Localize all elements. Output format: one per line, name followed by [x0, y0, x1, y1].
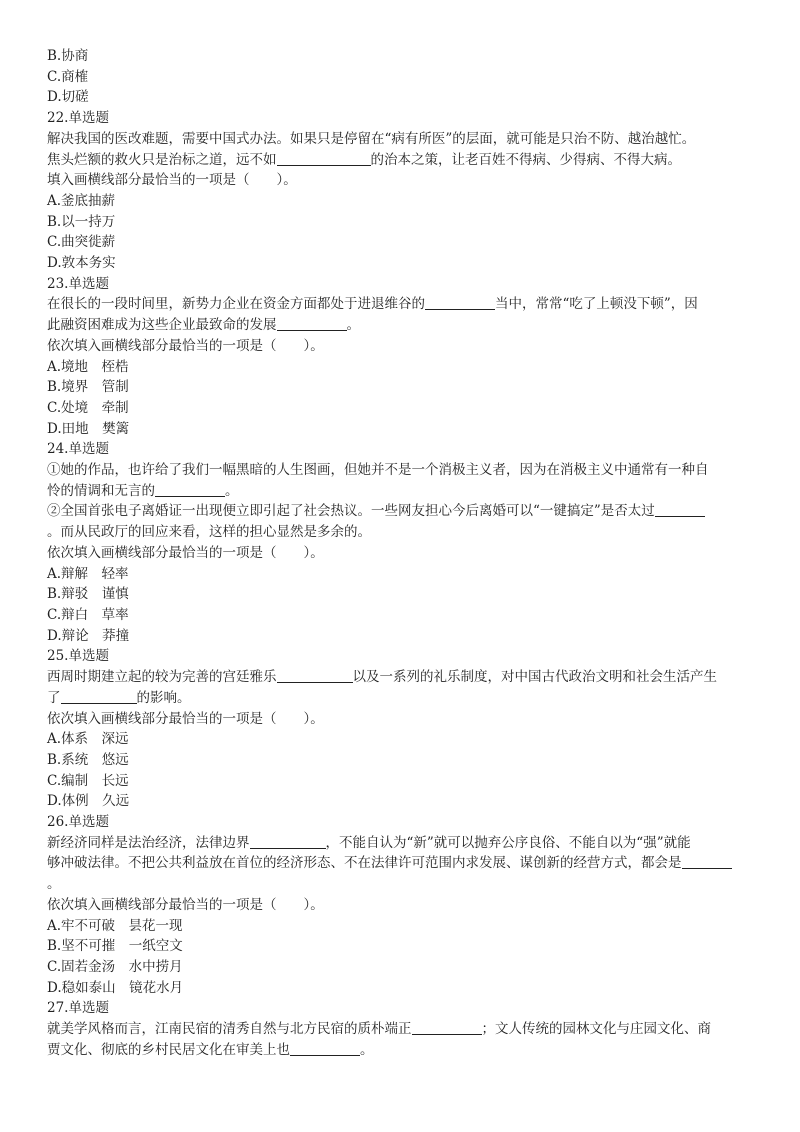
option-b[interactable]: B.坚不可摧 一纸空文: [47, 938, 183, 955]
option-a[interactable]: A.境地 桎梏: [47, 358, 129, 375]
option-a[interactable]: A.釜底抽薪: [47, 192, 116, 209]
fill-blank: [655, 502, 705, 517]
question-text-line: 够冲破法律。不把公共利益放在首位的经济形态、不在法律许可范围内求发展、谋创新的经营方式，都会是: [47, 853, 759, 874]
question-24: [47, 439, 759, 646]
option-b[interactable]: B.协商: [47, 48, 89, 64]
option-d[interactable]: D.田地 樊篱: [47, 420, 130, 437]
option-d[interactable]: D.体例 久远: [47, 793, 130, 810]
question-header: 26.单选题: [47, 814, 109, 831]
document-page: [47, 46, 759, 1060]
question-text-line: 贾文化、彻底的乡村民居文化在审美上也 。: [47, 1041, 374, 1058]
question-prompt: 依次填入画横线部分最恰当的一项是（ ）。: [47, 544, 324, 561]
question-prompt: 依次填入画横线部分最恰当的一项是（ ）。: [47, 710, 324, 727]
fill-blank: [277, 316, 347, 331]
fill-blank: [682, 854, 732, 869]
question-22: [47, 108, 759, 274]
option-d[interactable]: D.敦本务实: [47, 255, 116, 272]
option-a[interactable]: A.牢不可破 昙花一现: [47, 917, 183, 934]
option-b[interactable]: B.以一持万: [47, 213, 116, 230]
fill-blank: [250, 834, 326, 849]
question-header: 22.单选题: [47, 110, 109, 127]
fill-blank: [155, 482, 225, 497]
question-header: 24.单选题: [47, 441, 109, 458]
question-text-line: 。: [47, 876, 61, 893]
option-a[interactable]: A.辩解 轻率: [47, 565, 129, 582]
question-25: [47, 646, 759, 812]
fill-blank: [277, 668, 353, 683]
option-c[interactable]: C.处境 牵制: [47, 399, 129, 416]
fill-blank: [290, 1041, 360, 1056]
option-b[interactable]: B.系统 悠远: [47, 751, 129, 768]
option-d[interactable]: D.切磋: [47, 89, 89, 106]
question-text-line: 在很长的一段时间里，新势力企业在资金方面都处于进退维谷的 当中，常常“吃了上顿没下顿”，因: [47, 296, 698, 313]
question-26: [47, 812, 759, 998]
question-text-line: 焦头烂额的救火只是治标之道，远不如 的治本之策，让老百姓不得病、少得病、不得大病。: [47, 151, 681, 168]
option-c[interactable]: C.编制 长远: [47, 772, 129, 789]
question-27: [47, 998, 759, 1060]
option-c[interactable]: C.固若金汤 水中捞月: [47, 958, 183, 975]
question-header: 23.单选题: [47, 275, 109, 292]
question-prompt: 填入画横线部分最恰当的一项是（ ）。: [47, 172, 297, 189]
question-prompt: 依次填入画横线部分最恰当的一项是（ ）。: [47, 337, 324, 354]
question-text-line: 。而从民政厅的回应来看，这样的担心显然是多余的。: [47, 524, 371, 541]
question-23: [47, 274, 759, 440]
question-text-line: 了 的影响。: [47, 689, 191, 706]
fill-blank: [61, 689, 137, 704]
option-c[interactable]: C.商榷: [47, 68, 89, 85]
fill-blank: [277, 151, 371, 166]
question-header: 27.单选题: [47, 1000, 109, 1017]
question-text-line: 此融资困难成为这些企业最致命的发展 。: [47, 317, 360, 334]
fill-blank: [412, 1020, 482, 1035]
option-a[interactable]: A.体系 深远: [47, 731, 129, 748]
question-text-line: ②全国首张电子离婚证一出现便立即引起了社会热议。一些网友担心今后离婚可以“一键搞定”是否太过: [47, 501, 759, 522]
question-prompt: 依次填入画横线部分最恰当的一项是（ ）。: [47, 896, 324, 913]
option-d[interactable]: D.辩论 莽撞: [47, 627, 130, 644]
previous-question-options: [47, 46, 759, 108]
option-c[interactable]: C.曲突徙薪: [47, 234, 116, 251]
option-d[interactable]: D.稳如泰山 镜花水月: [47, 979, 184, 996]
question-text-line: 西周时期建立起的较为完善的宫廷雅乐 以及一系列的礼乐制度，对中国古代政治文明和社会生活产生: [47, 669, 717, 686]
question-text-line: 新经济同样是法治经济，法律边界 ，不能自认为“新”就可以抛弃公序良俗、不能自以为“强”就能: [47, 834, 691, 851]
question-text-line: 解决我国的医改难题，需要中国式办法。如果只是停留在“病有所医”的层面，就可能是只治不防、越治越忙。: [47, 130, 696, 147]
question-text-line: 怜的情调和无言的 。: [47, 482, 239, 499]
fill-blank: [425, 295, 495, 310]
question-text-line: 就美学风格而言，江南民宿的清秀自然与北方民宿的质朴端正 ；文人传统的园林文化与庄园文化、商: [47, 1021, 711, 1038]
option-b[interactable]: B.辩驳 谨慎: [47, 586, 129, 603]
option-c[interactable]: C.辩白 草率: [47, 606, 129, 623]
option-b[interactable]: B.境界 管制: [47, 379, 129, 396]
question-text-line: ①她的作品，也许给了我们一幅黑暗的人生图画，但她并不是一个消极主义者，因为在消极主义中通常有一种自: [47, 462, 709, 479]
question-header: 25.单选题: [47, 648, 109, 665]
